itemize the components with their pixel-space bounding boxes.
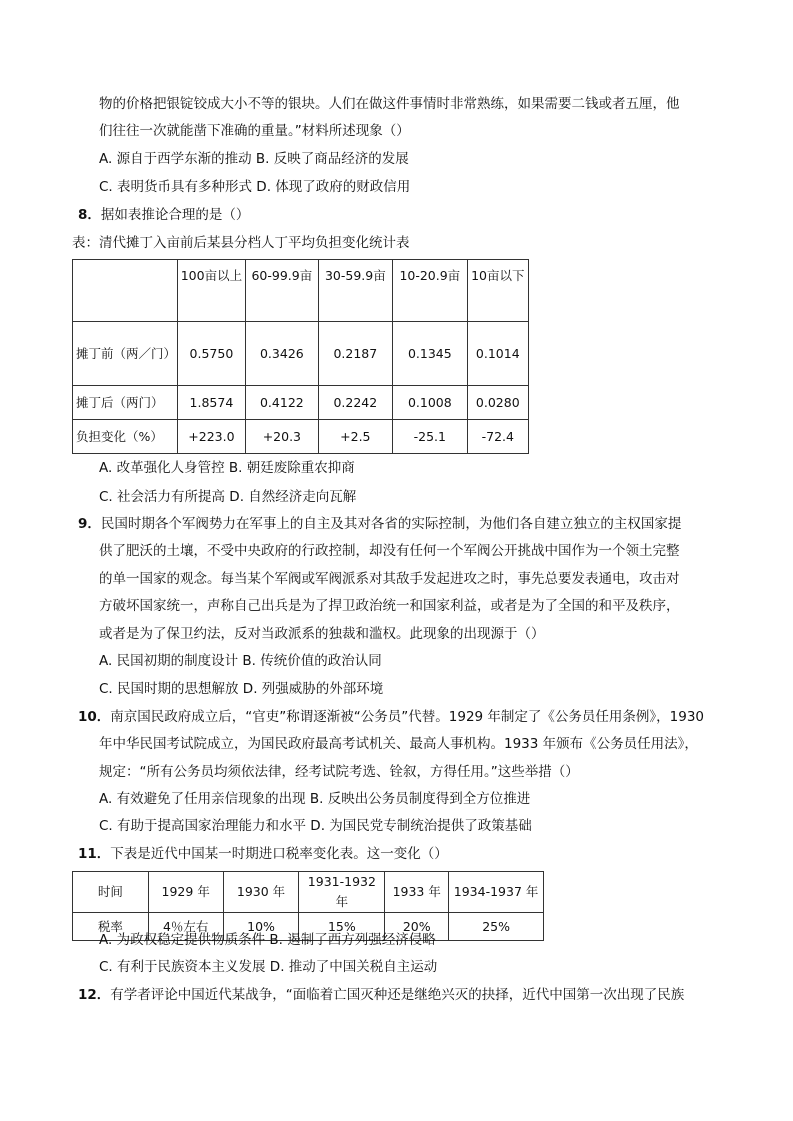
q8-table-row-label: 摊丁前（两／门） [73, 322, 178, 386]
q10-options-ab: A. 有效避免了任用亲信现象的出现 B. 反映出公务员制度得到全方位推进 [99, 791, 531, 807]
q11-table-cell: 1933 年 [385, 872, 449, 913]
q8-table-cell: 0.1345 [393, 322, 467, 386]
q12-stem-1: 有学者评论中国近代某战争，“面临着亡国灭种还是继绝兴灭的抉择，近代中国第一次出现了民族 [110, 987, 685, 1003]
q7-options-cd: C. 表明货币具有多种形式 D. 体现了政府的财政信用 [99, 179, 411, 195]
q9-line-4: 方破坏国家统一，声称自己出兵是为了捍卫政治统一和国家利益，或者是为了全国的和平及秩序， [99, 598, 680, 614]
q9-options-cd: C. 民国时期的思想解放 D. 列强威胁的外部环境 [99, 681, 384, 697]
q8-table-cell: 0.1008 [393, 386, 467, 420]
q11-table-cell: 10% [223, 913, 299, 941]
q8-number: 8． [78, 207, 101, 223]
q8-table-header-cell: 10亩以下 [467, 260, 528, 322]
q8-question [78, 205, 249, 225]
q8-table-cell: 0.4122 [246, 386, 318, 420]
q12-number: 12． [78, 987, 111, 1003]
q8-options-cd: C. 社会活力有所提高 D. 自然经济走向瓦解 [99, 489, 357, 505]
q11-options-cd: C. 有利于民族资本主义发展 D. 推动了中国关税自主运动 [99, 959, 438, 975]
q8-table-caption: 表：清代摊丁入亩前后某县分档人丁平均负担变化统计表 [72, 235, 410, 251]
q10-line-2: 年中华民国考试院成立，为国民政府最高考试机关、最高人事机构。1933 年颁布《公务员任用法》， [99, 736, 698, 752]
q11-table-cell: 1931-1932 年 [299, 872, 385, 913]
q9-line-5: 或者是为了保卫约法，反对当政派系的独裁和滥权。此现象的出现源于（） [99, 626, 545, 642]
q8-table-cell: -25.1 [393, 420, 467, 454]
q9-options-ab: A. 民国初期的制度设计 B. 传统价值的政治认同 [99, 653, 382, 669]
q8-table-row-label: 负担变化（%） [73, 420, 178, 454]
q8-table-cell: 0.2187 [318, 322, 392, 386]
q8-table-corner-cell [73, 260, 178, 322]
q8-table-header-cell: 10-20.9亩 [393, 260, 467, 322]
q11-table-cell: 1930 年 [223, 872, 299, 913]
q8-table [72, 259, 529, 454]
q11-table-cell: 15% [299, 913, 385, 941]
q8-table-header-cell: 100亩以上 [177, 260, 245, 322]
q8-table-header-row [73, 260, 529, 322]
q10-stem-1: 南京国民政府成立后，“官吏”称谓逐渐被“公务员”代替。1929 年制定了《公务员任用条例》，1930 [110, 709, 705, 725]
q11-options-ab: A. 为政权稳定提供物质条件 B. 遏制了西方列强经济侵略 [99, 932, 436, 948]
q10-options-cd: C. 有助于提高国家治理能力和水平 D. 为国民党专制统治提供了政策基础 [99, 818, 532, 834]
q9-stem-1: 民国时期各个军阀势力在军事上的自主及其对各省的实际控制，为他们各自建立独立的主权国家提 [100, 516, 682, 532]
q8-stem: 据如表推论合理的是（） [100, 207, 250, 223]
q8-table-row [73, 386, 529, 420]
q9-number: 9． [78, 516, 101, 532]
q11-table-cell: 1929 年 [148, 872, 223, 913]
q7-stem-line-2: 们往往一次就能凿下准确的重量。”材料所述现象（） [99, 123, 410, 139]
q8-table-row-label: 摊丁后（两门） [73, 386, 178, 420]
q11-table-cell: 25% [449, 913, 544, 941]
q8-table-cell: 1.8574 [177, 386, 245, 420]
q8-table-cell: 0.5750 [177, 322, 245, 386]
q8-table-cell: -72.4 [467, 420, 528, 454]
q8-table-cell: +20.3 [246, 420, 318, 454]
q11-table-cell: 税率 [73, 913, 149, 941]
q8-table-cell: 0.3426 [246, 322, 318, 386]
q11-question [78, 844, 448, 864]
q11-table-cell: 20% [385, 913, 449, 941]
q7-stem-line-1: 物的价格把银锭铰成大小不等的银块。人们在做这件事情时非常熟练，如果需要二钱或者五厘，他 [99, 96, 680, 112]
q11-stem: 下表是近代中国某一时期进口税率变化表。这一变化（） [110, 846, 448, 862]
q11-table-cell: 时间 [73, 872, 149, 913]
q8-table-header-cell: 30-59.9亩 [318, 260, 392, 322]
q10-number: 10． [78, 709, 111, 725]
q11-table-cell: 1934-1937 年 [449, 872, 544, 913]
q11-table-cell: 4％左右 [148, 913, 223, 941]
q9-line-2: 供了肥沃的土壤，不受中央政府的行政控制，却没有任何一个军阀公开挑战中国作为一个领土完整 [99, 543, 680, 559]
q10-line-1 [78, 707, 704, 727]
q8-table-cell: +2.5 [318, 420, 392, 454]
q11-table-row [73, 872, 544, 913]
q8-table-cell: 0.0280 [467, 386, 528, 420]
q8-table-cell: 0.1014 [467, 322, 528, 386]
q12-line-1 [78, 985, 684, 1005]
q10-line-3: 规定：“所有公务员均须依法律，经考试院考选、铨叙，方得任用。”这些举措（） [99, 764, 579, 780]
q9-line-1 [78, 514, 681, 534]
q9-line-3: 的单一国家的观念。每当某个军阀或军阀派系对其敌手发起进攻之时，事先总要发表通电，攻击对 [99, 571, 680, 587]
q8-table-row [73, 322, 529, 386]
q8-table-row [73, 420, 529, 454]
q8-table-cell: 0.2242 [318, 386, 392, 420]
q7-options-ab: A. 源自于西学东渐的推动 B. 反映了商品经济的发展 [99, 151, 409, 167]
q8-table-header-cell: 60-99.9亩 [246, 260, 318, 322]
q11-number: 11． [78, 846, 111, 862]
q8-table-cell: +223.0 [177, 420, 245, 454]
q8-options-ab: A. 改革强化人身管控 B. 朝廷废除重农抑商 [99, 460, 355, 476]
